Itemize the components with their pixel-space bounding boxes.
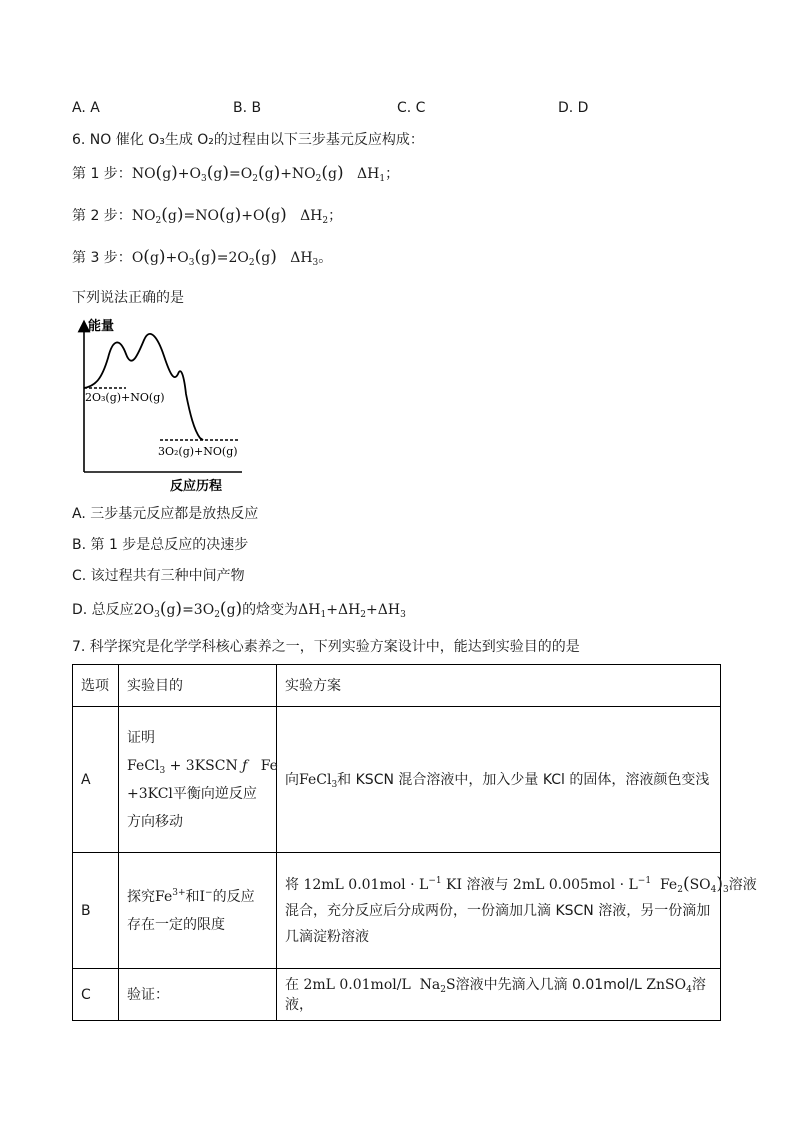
- row-a-purpose-line4: 方向移动: [127, 813, 183, 830]
- row-a-purpose: [119, 707, 277, 853]
- row-b-purpose-prefix: 探究: [127, 888, 155, 905]
- q6-step2-equation: $NO_2(g)=NO(g)+O(g)$ $\Delta H_2$；: [131, 205, 343, 226]
- q7-stem: 7. 科学探究是化学学科核心素养之一，下列实验方案设计中，能达到实验目的的是: [72, 639, 580, 655]
- row-a-plan: 向FeCl$_3$和 KSCN 混合溶液中，加入少量 KCl 的固体，溶液颜色变浅: [277, 707, 721, 853]
- row-b-plan-line1-a: 将 12mL 0.01: [285, 876, 380, 893]
- row-b-option: B: [73, 853, 119, 969]
- row-b-purpose: [119, 853, 277, 969]
- q6-step1: [72, 164, 399, 184]
- table-row: [73, 853, 721, 969]
- row-a-purpose-line3: +3KCl平衡向逆反应: [127, 785, 257, 802]
- q6-question: 下列说法正确的是: [72, 290, 184, 306]
- q6-step1-prefix: 第 1 步：: [72, 166, 132, 182]
- q6-option-d-mid: 的焓变为: [242, 602, 299, 618]
- q6-step2: [72, 206, 342, 226]
- prev-option-d: D. D: [558, 100, 589, 116]
- row-b-plan-line1-c: 溶液: [728, 876, 757, 893]
- row-b-plan-line2: 混合，充分反应后分成两份，一份滴加几滴 KSCN 溶液，另一份滴加: [285, 902, 711, 919]
- row-b-plan-line1: 将 12mL $0.01mol \cdot L^{-1}$ KI 溶液与 2mL $0.005mol \cdot L^{-1}$ $Fe_2(SO_4)_3$溶液: [285, 873, 757, 895]
- prev-option-a: A. A: [72, 100, 100, 116]
- row-c-purpose: 验证：: [119, 969, 277, 1021]
- q6-option-d-sum: $\Delta H_1+\Delta H_2+\Delta H_3$: [298, 602, 406, 620]
- q6-option-d-equation: $2O_3(g)=3O_2(g)$: [133, 599, 243, 620]
- table-header-row: [73, 665, 721, 707]
- row-a-plan-suffix: 和 KSCN 混合溶液中，加入少量 KCl 的固体，溶液颜色变浅: [337, 771, 710, 788]
- row-b-purpose-and: 和: [185, 888, 200, 905]
- q6-option-c: C. 该过程共有三种中间产物: [72, 568, 245, 584]
- row-c-option: C: [73, 969, 119, 1021]
- row-c-plan-prefix: 在 2mL 0.01mol/L: [285, 976, 411, 993]
- row-b-plan-line3: 几滴淀粉溶液: [285, 928, 369, 945]
- prev-option-b: B. B: [233, 100, 262, 116]
- energy-curve: [84, 334, 203, 440]
- row-c-plan-suffix: 溶液，: [285, 976, 706, 1013]
- q6-step3-prefix: 第 3 步：: [72, 250, 132, 266]
- row-b-purpose-line2: 存在一定的限度: [127, 916, 225, 933]
- q6-stem: 6. NO 催化 O₃生成 O₂的过程由以下三步基元反应构成：: [72, 132, 424, 148]
- x-axis-label: 反应历程: [170, 479, 223, 494]
- q6-option-d-prefix: D. 总反应: [72, 602, 134, 618]
- row-a-purpose-line2: FeCl$_3$ + 3KSCN ƒ Fe: [127, 757, 278, 776]
- y-axis-label: 能量: [88, 319, 115, 334]
- row-c-plan-mid: 溶液中先滴入几滴 0.01mol/L: [455, 976, 642, 993]
- table-row: [73, 969, 721, 1021]
- prev-option-c: C. C: [397, 100, 426, 116]
- table-row: [73, 707, 721, 853]
- energy-diagram: [70, 314, 250, 494]
- row-b-purpose-line1: 探究$Fe^{3+}$和I−的反应: [127, 887, 255, 905]
- header-plan: 实验方案: [277, 665, 721, 707]
- row-a-option: A: [73, 707, 119, 853]
- row-b-plan: [277, 853, 757, 969]
- final-state-label: 3O₂(g)+NO(g): [158, 445, 238, 458]
- q6-option-b: B. 第 1 步是总反应的决速步: [72, 537, 249, 553]
- row-a-purpose-line1: 证明: [127, 729, 155, 746]
- header-purpose: 实验目的: [119, 665, 277, 707]
- initial-state-label: 2O₃(g)+NO(g): [85, 391, 165, 404]
- q7-table: [72, 664, 757, 1021]
- q6-option-a: A. 三步基元反应都是放热反应: [72, 506, 259, 522]
- q6-option-d: [72, 600, 406, 620]
- q6-step3-equation: $O(g)+O_3(g)=2O_2(g)$ $\Delta H_3$。: [131, 247, 333, 268]
- row-c-plan: 在 2mL 0.01mol/L $Na_2S$溶液中先滴入几滴 0.01mol/L ZnSO$_4$溶液，: [277, 969, 721, 1021]
- header-option: 选项: [73, 665, 119, 707]
- row-a-purpose-line3-suffix: 平衡向逆反应: [172, 785, 257, 802]
- row-b-purpose-suffix: 的反应: [212, 888, 255, 905]
- q6-step3: [72, 248, 332, 268]
- q6-step1-equation: $NO(g)+O_3(g)=O_2(g)+NO_2(g)$ $\Delta H_1$；: [131, 163, 400, 184]
- row-b-plan-line1-b: KI 溶液与 2mL 0.005: [446, 876, 589, 893]
- q6-step2-prefix: 第 2 步：: [72, 208, 132, 224]
- row-a-plan-prefix: 向: [285, 771, 299, 788]
